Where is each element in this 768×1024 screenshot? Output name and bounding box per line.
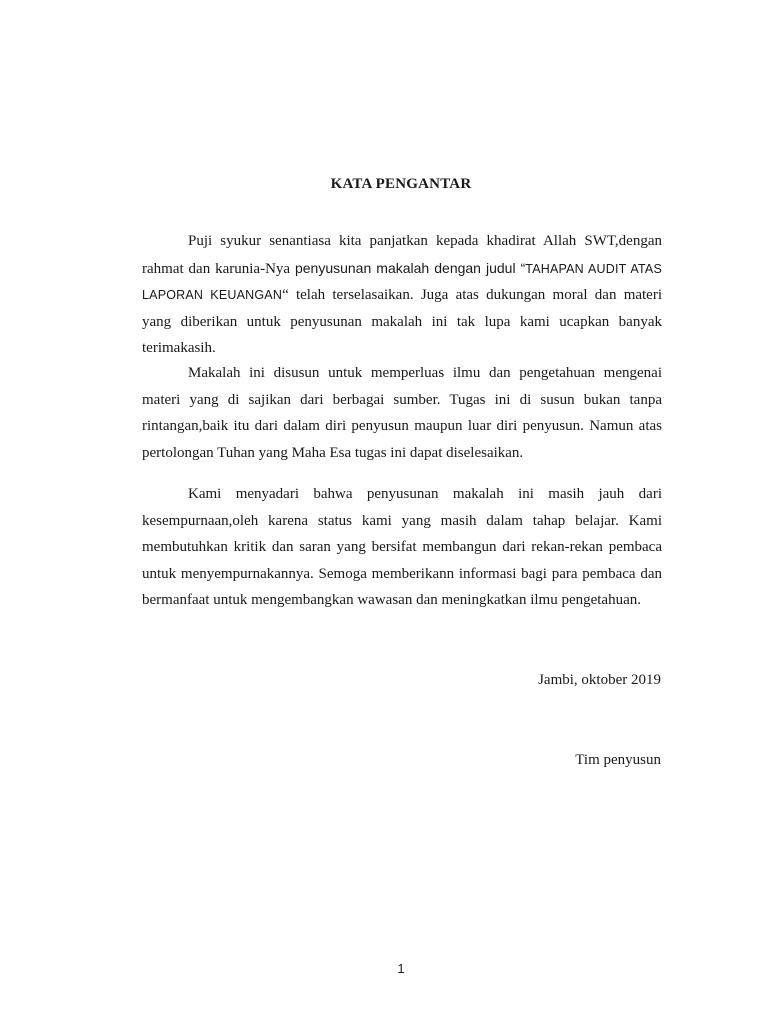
signature-author: Tim penyusun	[575, 752, 661, 768]
paragraph-1	[142, 228, 662, 362]
paragraph-1-text-a: Puji syukur senantiasa kita panjatkan kepada khadirat Allah SWT,dengan rahmat dan karunia-Nya	[142, 233, 662, 277]
page-title: KATA PENGANTAR	[330, 176, 472, 192]
paragraph-2	[142, 360, 662, 466]
paragraph-1-text-c: “ telah terselasaikan. Juga atas dukungan moral dan materi yang diberikan untuk penyusunan makalah ini tak lupa kami ucapkan banyak terimakasih.	[142, 287, 663, 356]
place-date: Jambi, oktober 2019	[538, 672, 661, 688]
paragraph-1-text-b: penyusunan makalah dengan judul “	[294, 259, 526, 276]
paragraph-2-text: Makalah ini disusun untuk memperluas ilmu dan pengetahuan mengenai materi yang di sajikan dari berbagai sumber. Tugas ini di susun bukan tanpa rintangan,baik itu dari dalam diri penyusun maupun luar diri penyusun. Namun atas pertolongan Tuhan yang Maha Esa tugas ini dapat diselesaikan.	[142, 365, 662, 461]
paragraph-3	[142, 481, 662, 614]
paragraph-3-text: Kami menyadari bahwa penyusunan makalah ini masih jauh dari kesempurnaan,oleh karena status kami yang masih dalam tahap belajar. Kami membutuhkan kritik dan saran yang bersifat membangun dari rekan-rekan pembaca untuk menyempurnakannya. Semoga memberikann informasi bagi para pembaca dan bermanfaat untuk mengembangkan wawasan dan meningkatkan ilmu pengetahuan.	[142, 486, 662, 608]
paper-title: TAHAPAN AUDIT ATAS LAPORAN KEUANGAN	[142, 261, 662, 302]
page-number: 1	[397, 961, 405, 976]
